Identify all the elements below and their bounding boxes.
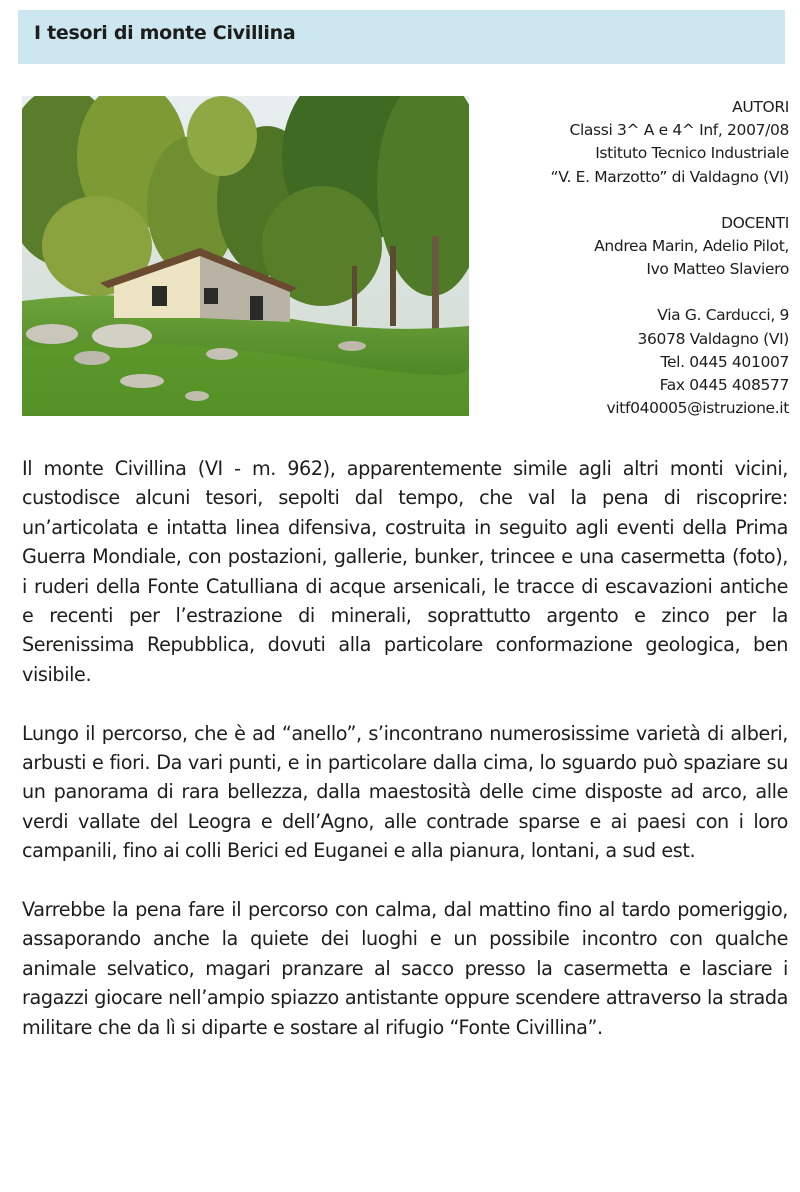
autori-heading: AUTORI: [732, 98, 789, 116]
address-email: vitf040005@istruzione.it: [606, 399, 789, 418]
casermetta-photo: [22, 96, 469, 416]
credits-block: [489, 96, 789, 420]
body-paragraph: Varrebbe la pena fare il percorso con calma, dal mattino fino al tardo pomeriggio, assaporando anche la quiete dei luoghi e un possibile incontro con qualche animale selvatico, magari pranzare al sacco presso la casermetta e lasciare i ragazzi giocare nell’ampio spiazzo antistante oppure scendere attraverso la strada militare che da lì si diparte e sostare al rifugio “Fonte Civillina”.: [22, 898, 788, 1039]
page-title: I tesori di monte Civillina: [34, 22, 296, 44]
address-street: Via G. Carducci, 9: [657, 306, 789, 325]
docenti-line: Andrea Marin, Adelio Pilot,: [594, 237, 789, 256]
autori-line: Classi 3^ A e 4^ Inf, 2007/08: [569, 121, 789, 140]
address-phone: Tel. 0445 401007: [660, 352, 789, 371]
autori-line: “V. E. Marzotto” di Valdagno (VI): [550, 167, 789, 186]
body-paragraph: Lungo il percorso, che è ad “anello”, s’incontrano numerosissime varietà di alberi, arbusti e fiori. Da vari punti, e in particolare dalla cima, lo sguardo può spaziare su un panorama di rara bellezza, dalla maestosità delle cime disposte ad arco, alle verdi vallate del Leogra e dell’Agno, alle contrade sparse e ai paesi con i loro campanili, fino ai colli Berici ed Euganei e alla pianura, lontani, a sud est.: [22, 721, 788, 863]
body-paragraph: Il monte Civillina (VI - m. 962), apparentemente simile agli altri monti vicini, custodisce alcuni tesori, sepolti dal tempo, che val la pena di riscoprire: un’articolata e intatta linea difensiva, costruita in seguito agli eventi della Prima Guerra Mondiale, con postazioni, gallerie, bunker, trincee e una casermetta (foto), i ruderi della Fonte Catulliana di acque arsenicali, le tracce di escavazioni antiche e recenti per l’estrazione di minerali, soprattutto argento e zinco per la Serenissima Repubblica, dovuti alla particolare conformazione geologica, ben visibile.: [22, 457, 788, 686]
autori-line: Istituto Tecnico Industriale: [595, 144, 789, 163]
docenti-line: Ivo Matteo Slaviero: [646, 260, 789, 279]
title-banner: [18, 10, 785, 64]
address-fax: Fax 0445 408577: [659, 376, 789, 395]
photo-illustration: [22, 96, 469, 416]
docenti-heading: DOCENTI: [721, 213, 789, 232]
article-body: [22, 454, 788, 1071]
address-city: 36078 Valdagno (VI): [637, 329, 789, 348]
